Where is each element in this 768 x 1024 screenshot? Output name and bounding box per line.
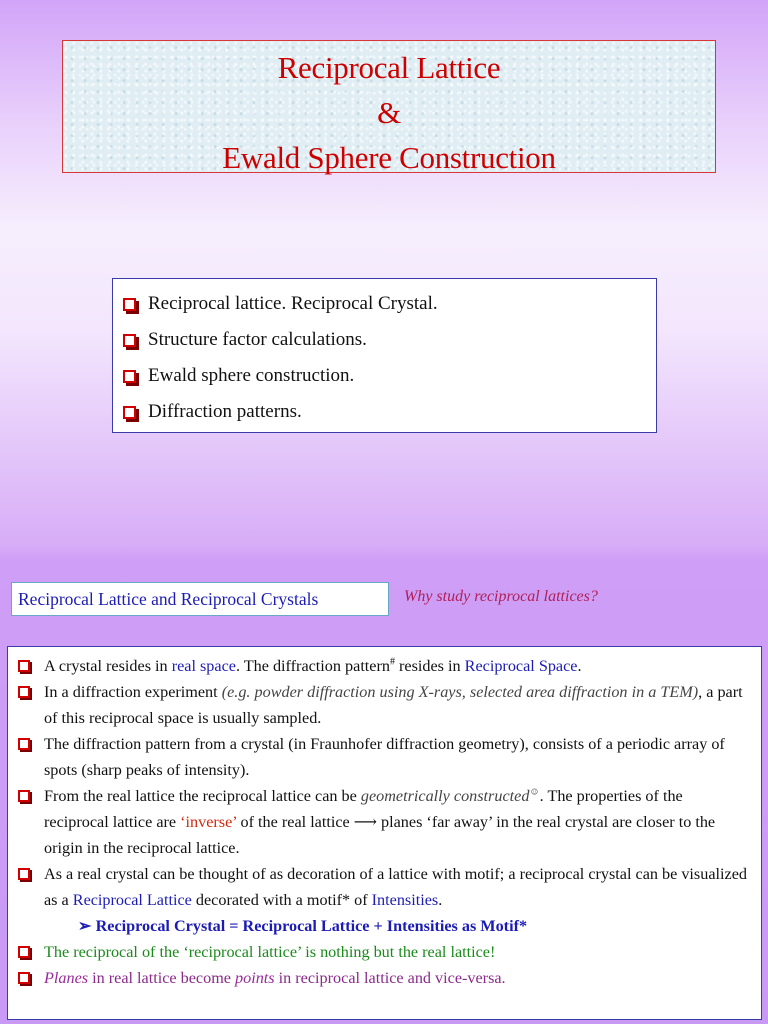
checkbox-bullet-icon (18, 868, 30, 880)
title-line-3: Ewald Sphere Construction (222, 140, 556, 175)
checkbox-bullet-icon (18, 660, 30, 672)
checkbox-bullet-icon (18, 686, 30, 698)
topic-item: Ewald sphere construction. (123, 358, 656, 394)
section-heading: Reciprocal Lattice and Reciprocal Crystals (11, 582, 389, 616)
topics-list (112, 278, 657, 433)
title-line-2: & (377, 95, 401, 130)
checkbox-bullet-icon (123, 370, 136, 383)
content-box (7, 646, 762, 1020)
list-item: As a real crystal can be thought of as decoration of a lattice with motif; a reciprocal crystal can be visualized as a Reciprocal Lattice decorated with a motif* of Intensities. ➢ Reciprocal Crystal = Reciprocal Lattice + Intensities as Motif* (14, 861, 751, 939)
checkbox-bullet-icon (18, 972, 30, 984)
title-line-1: Reciprocal Lattice (277, 50, 501, 85)
checkbox-bullet-icon (18, 946, 30, 958)
section-question: Why study reciprocal lattices? (404, 588, 598, 605)
checkbox-bullet-icon (123, 334, 136, 347)
key-statement: ➢ Reciprocal Crystal = Reciprocal Lattice + Intensities as Motif* (78, 917, 528, 935)
slide-title-box (62, 40, 716, 173)
list-item: The reciprocal of the ‘reciprocal lattice’ is nothing but the real lattice! (14, 939, 751, 965)
list-item: Planes in real lattice become points in reciprocal lattice and vice-versa. (14, 965, 751, 991)
topic-item: Reciprocal lattice. Reciprocal Crystal. (123, 286, 656, 322)
list-item: In a diffraction experiment (e.g. powder diffraction using X-rays, selected area diffraction in a TEM), a part of this reciprocal space is usually sampled. (14, 679, 751, 731)
checkbox-bullet-icon (123, 406, 136, 419)
topic-item: Structure factor calculations. (123, 322, 656, 358)
checkbox-bullet-icon (123, 298, 136, 311)
list-item: A crystal resides in real space. The diffraction pattern# resides in Reciprocal Space. (14, 653, 751, 679)
checkbox-bullet-icon (18, 790, 30, 802)
list-item: The diffraction pattern from a crystal (in Fraunhofer diffraction geometry), consists of a periodic array of spots (sharp peaks of intensity). (14, 731, 751, 783)
checkbox-bullet-icon (18, 738, 30, 750)
topic-item: Diffraction patterns. (123, 394, 656, 430)
list-item: From the real lattice the reciprocal lattice can be geometrically constructed☺. The properties of the reciprocal lattice are ‘inverse’ of the real lattice ⟶ planes ‘far away’ in the real crystal are closer to the origin in the reciprocal lattice. (14, 783, 751, 861)
